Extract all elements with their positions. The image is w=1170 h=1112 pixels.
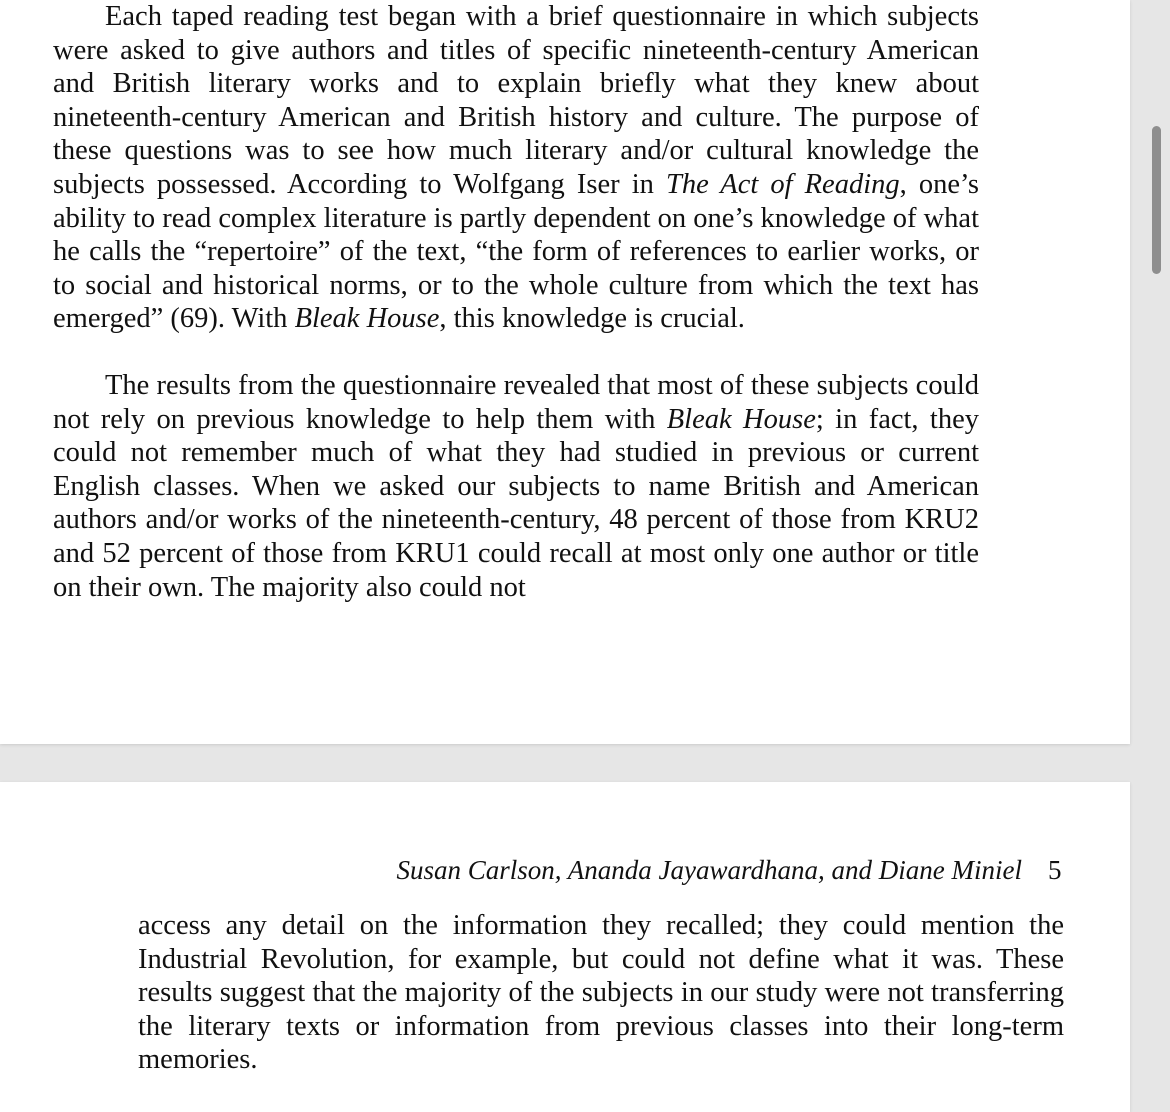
book-title: The Act of Reading [665, 168, 900, 200]
text-run: The results from the questionnaire revealed that most of these subjects could not rely on previous knowledge to help them with [53, 370, 979, 435]
text-run: Each taped reading test began with a brief questionnaire in which subjects were asked to give authors and titles of specific nineteenth-century American and British literary works and to explain briefly what they knew about nineteenth-century American and British history and culture. The purpose of these questions was to see how much literary and/or cultural knowledge the subjects possessed. According to Wolfgang Iser in [53, 1, 979, 200]
text-run: , this knowledge is crucial. [439, 303, 745, 335]
body-paragraph-2 [53, 369, 979, 604]
text-run: , one’s ability to read complex literature is partly dependent on one’s knowledge of what he calls the “repertoire” of the text, “the form of references to earlier works, or to social and historical norms, or to the whole culture from which the text has emerged” (69). With [53, 168, 980, 335]
book-title: Bleak House [666, 403, 816, 435]
body-paragraph-3: access any detail on the information they recalled; they could mention the Industrial Revolution, for example, but could not define what it was. These results suggest that the majority of the subjects in our study were not transferring the literary texts or information from previous classes into their long-term memories. [138, 910, 1064, 1076]
page-number: 5 [1048, 855, 1062, 885]
text-run: ; in fact, they could not remember much of what they had studied in previous or current English classes. When we asked our subjects to name British and American authors and/or works of the nineteenth-century, 48 percent of those from KRU2 and 52 percent of those from KRU1 could recall at most only one author or title on their own. The majority also could not [53, 403, 979, 603]
body-paragraph-1 [53, 0, 979, 336]
book-title: Bleak House [294, 303, 440, 335]
running-header-authors: Susan Carlson, Ananda Jayawardhana, and Diane Miniel [396, 855, 1022, 885]
scrollbar-thumb[interactable] [1152, 126, 1161, 274]
